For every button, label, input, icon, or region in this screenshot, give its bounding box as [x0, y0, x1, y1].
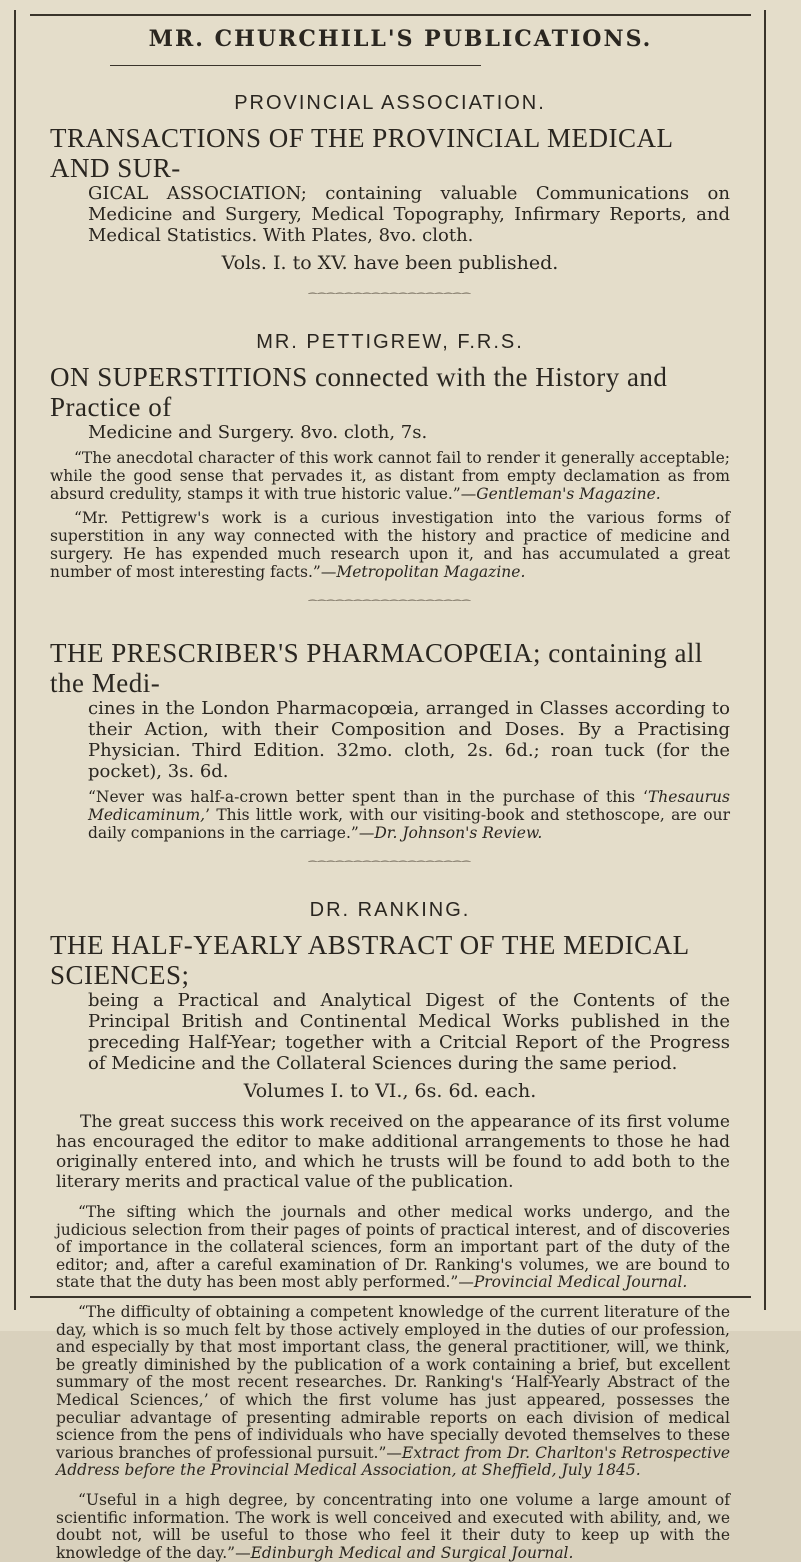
review-quote: “Mr. Pettigrew's work is a curious investigation into the various forms of superstition in any way connected with the history and practice of medicine and surgery. He has expended much research upon it, and has accumulated a great number of most interesting facts.”—Metropolitan Magazine.	[50, 509, 730, 581]
header-underline	[110, 65, 481, 66]
review-quote: “Never was half-a-crown better spent than in the purchase of this ‘Thesaurus Medicaminum,’ This little work, with our visiting-book and stethoscope, are our daily companions in the carriage.”—Dr. Johnson's Review.	[88, 788, 730, 842]
review-quote: “The sifting which the journals and other medical works undergo, and the judicious selection from their pages of points of practical interest, and of discoveries of importance in the collateral sciences, form an important part of the duty of the editor; and, after a careful examination of Dr. Ranking's volumes, we are bound to state that the duty has been most ably performed.”—Provincial Medical Journal.	[56, 1203, 730, 1292]
review-quote: “The difficulty of obtaining a competent knowledge of the current literature of the day, which is so much felt by those actively employed in the duties of our profession, and especially by that most important class, the general practitioner, will, we think, be greatly diminished by the publication of a work containing a brief, but excellent summary of the most recent researches. Dr. Ranking's ‘Half-Yearly Abstract of the Medical Sciences,’ of which the first volume has just appeared, possesses the peculiar advantage of presenting admirable reports on each division of medical science from the pens of individuals who have specially devoted themselves to these various branches of professional pursuit.”—Extract from Dr. Charlton's Retrospective Address before the Provincial Medical Association, at Sheffield, July 1845.	[56, 1302, 730, 1480]
divider: ⁀⁀⁀⁀⁀⁀⁀⁀⁀⁀⁀⁀⁀⁀⁀⁀⁀⁀	[308, 601, 472, 612]
review-quote: “The anecdotal character of this work cannot fail to render it generally acceptable; while the good sense that pervades it, as distant from empty declamation as from absurd credulity, stamps it with true historic value.”—Gentleman's Magazine.	[50, 449, 730, 503]
section-title: ON SUPERSTITIONS connected with the History and Practice of	[50, 362, 668, 422]
section-title: THE PRESCRIBER'S PHARMACOPŒIA; containing all the Medi-	[50, 638, 703, 698]
section-description: Medicine and Surgery. 8vo. cloth, 7s.	[88, 422, 428, 443]
section-heading: PROVINCIAL ASSOCIATION.	[234, 92, 546, 114]
section-description: being a Practical and Analytical Digest of the Contents of the Principal British and Continental Medical Works published in the preceding Half-Year; together with a Critcial Report of the Progress of Medicine and the Collateral Sciences during the same period.	[88, 990, 730, 1074]
top-rule	[30, 14, 751, 16]
section-provincial	[50, 92, 730, 274]
divider: ⁀⁀⁀⁀⁀⁀⁀⁀⁀⁀⁀⁀⁀⁀⁀⁀⁀⁀	[308, 294, 472, 305]
section-heading: MR. PETTIGREW, F.R.S.	[256, 331, 524, 353]
section-note: Volumes I. to VI., 6s. 6d. each.	[243, 1080, 537, 1102]
section-pharmacopoeia	[50, 638, 730, 842]
section-description: cines in the London Pharmacopœia, arranged in Classes according to their Action, with their Composition and Doses. By a Practising Physician. Third Edition. 32mo. cloth, 2s. 6d.; roan tuck (for the pocket), 3s. 6d.	[88, 698, 730, 782]
review-quote: “Useful in a high degree, by concentrating into one volume a large amount of scientific information. The work is well conceived and executed with ability, and, we doubt not, will be useful to those who feel it their duty to keep up with the knowledge of the day.”—Edinburgh Medical and Surgical Journal.	[56, 1490, 730, 1562]
section-heading: DR. RANKING.	[309, 899, 471, 921]
section-description: GICAL ASSOCIATION; containing valuable Communications on Medicine and Surgery, Medical Topography, Infirmary Reports, and Medical Statistics. With Plates, 8vo. cloth.	[88, 183, 730, 246]
divider: ⁀⁀⁀⁀⁀⁀⁀⁀⁀⁀⁀⁀⁀⁀⁀⁀⁀⁀	[308, 862, 472, 873]
section-title: THE HALF-YEARLY ABSTRACT OF THE MEDICAL SCIENCES;	[50, 930, 689, 990]
section-pettigrew	[50, 331, 730, 581]
main-content	[50, 92, 730, 1562]
section-ranking	[50, 899, 730, 1562]
page-header: MR. CHURCHILL'S PUBLICATIONS.	[148, 26, 653, 52]
section-note: Vols. I. to XV. have been published.	[221, 252, 559, 274]
section-title: TRANSACTIONS OF THE PROVINCIAL MEDICAL AND SUR-	[50, 123, 673, 183]
section-paragraph: The great success this work received on the appearance of its first volume has encouraged the editor to make additional arrangements to those he had originally entered into, and which he trusts will be found to add both to the literary merits and practical value of the publication.	[56, 1112, 730, 1192]
